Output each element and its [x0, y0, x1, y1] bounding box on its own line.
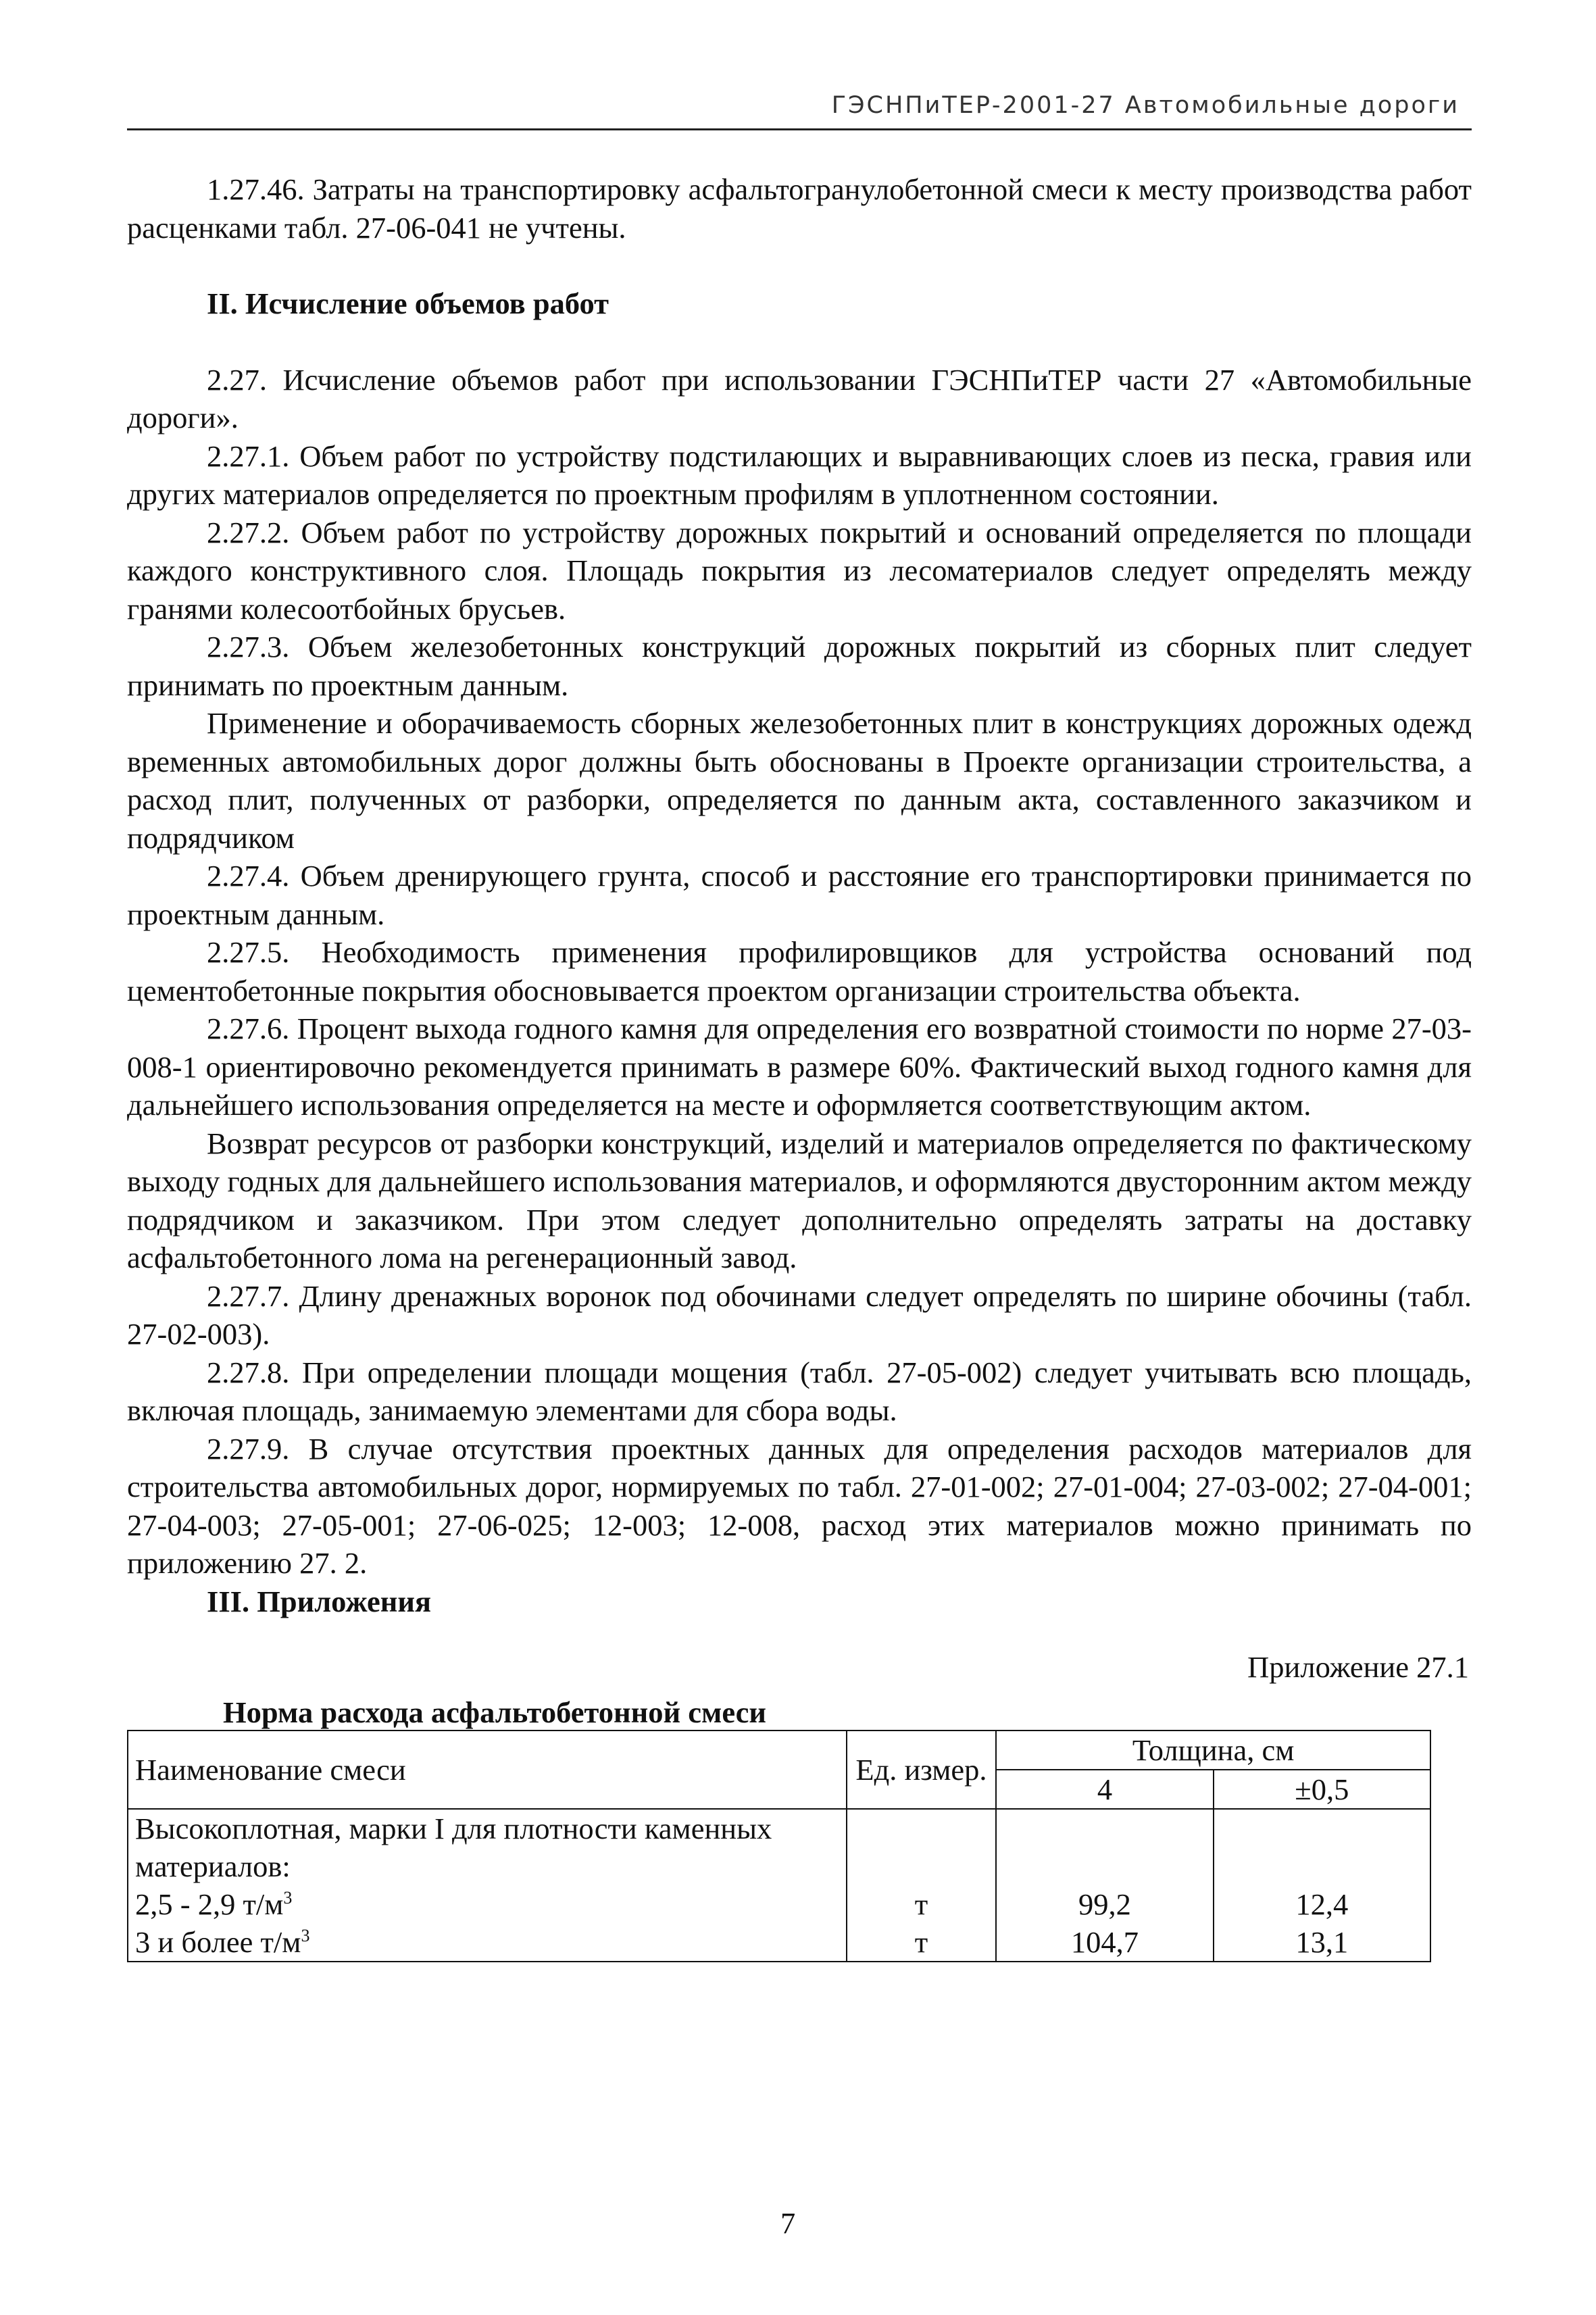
header-col-b: ±0,5	[1214, 1770, 1430, 1809]
paragraph: 2.27.3. Объем железобетонных конструкций дорожных покрытий из сборных плит следует принимать по проектным данным.	[127, 630, 1472, 702]
section-heading: III. Приложения	[207, 1584, 432, 1618]
header-col-a: 4	[996, 1770, 1213, 1809]
header-name: Наименование смеси	[128, 1731, 847, 1809]
section-heading: II. Исчисление объемов работ	[207, 287, 609, 320]
table-header-row	[128, 1731, 1430, 1770]
consumption-table	[127, 1730, 1431, 1962]
paragraph: 2.27.6. Процент выхода годного камня для определения его возвратной стоимости по норме 27-03-008-1 ориентировочно рекомендуется принимать в размере 60%. Фактический выход годного камня для дальнейшего использования определяется на месте и оформляется соответствующим актом.	[127, 1012, 1472, 1122]
group-label-line: Высокоплотная, марки I для плотности каменных	[135, 1812, 772, 1845]
page-number: 7	[780, 2206, 796, 2240]
row-value-a: 99,2	[996, 1885, 1213, 1923]
paragraph: 2.27. Исчисление объемов работ при использовании ГЭСНПиТЕР части 27 «Автомобильные дороги».	[127, 362, 1472, 434]
paragraph: 2.27.5. Необходимость применения профилировщиков для устройства оснований под цементобетонные покрытия обосновывается проектом организации строительства объекта.	[127, 935, 1472, 1007]
header-thickness: Толщина, см	[996, 1731, 1430, 1770]
row-name: 2,5 - 2,9 $т/м^3$	[128, 1885, 847, 1923]
row-name: 3 и более $т/м^3$	[128, 1923, 847, 1962]
group-label	[128, 1809, 847, 1885]
row-unit: т	[847, 1923, 997, 1962]
running-header	[127, 88, 1472, 130]
running-title: ГЭСНПиТЕР-2001-27 Автомобильные дороги	[831, 92, 1460, 119]
paragraph: 2.27.8. При определении площади мощения (табл. 27-05-002) следует учитывать всю площадь, включая площадь, занимаемую элементами для сбора воды.	[127, 1355, 1472, 1427]
appendix-label: Приложение 27.1	[1247, 1650, 1469, 1684]
paragraph: Возврат ресурсов от разборки конструкций, изделий и материалов определяется по фактическому выходу годных для дальнейшего использования материалов, и оформляются двусторонним актом между подрядчиком и заказчиком. При этом следует дополнительно определять затраты на доставку асфальтобетонного лома на регенерационный завод.	[127, 1126, 1472, 1274]
paragraph: 2.27.4. Объем дренирующего грунта, способ и расстояние его транспортировки принимается по проектным данным.	[127, 859, 1472, 931]
row-value-b: 13,1	[1214, 1923, 1430, 1962]
body-text	[127, 170, 1472, 1620]
paragraph: 1.27.46. Затраты на транспортировку асфальтогранулобетонной смеси к месту производства работ расценками табл. 27-06-041 не учтены.	[127, 172, 1472, 245]
row-value-a: 104,7	[996, 1923, 1213, 1962]
paragraph: Применение и оборачиваемость сборных железобетонных плит в конструкциях дорожных одежд временных автомобильных дорог должны быть обоснованы в Проекте организации строительства, а расход плит, полученных от разборки, определяется по данным акта, составленного заказчиком и подрядчиком	[127, 706, 1472, 855]
table-row	[128, 1923, 1430, 1962]
header-unit: Ед. измер.	[847, 1731, 997, 1809]
group-label-line: материалов:	[135, 1849, 291, 1883]
paragraph: 2.27.1. Объем работ по устройству подстилающих и выравнивающих слоев из песка, гравия или других материалов определяется по проектным профилям в уплотненном состоянии.	[127, 439, 1472, 511]
row-value-b: 12,4	[1214, 1885, 1430, 1923]
table-row	[128, 1885, 1430, 1923]
paragraph: 2.27.7. Длину дренажных воронок под обочинами следует определять по ширине обочины (табл. 27-02-003).	[127, 1278, 1472, 1351]
paragraph: 2.27.2. Объем работ по устройству дорожных покрытий и оснований определяется по площади каждого конструктивного слоя. Площадь покрытия из лесоматериалов следует определять между гранями колесоотбойных брусьев.	[127, 515, 1472, 626]
table-title: Норма расхода асфальтобетонной смеси	[223, 1695, 767, 1729]
table-row	[128, 1809, 1430, 1885]
paragraph: 2.27.9. В случае отсутствия проектных данных для определения расходов материалов для строительства автомобильных дорог, нормируемых по табл. 27-01-002; 27-01-004; 27-03-002; 27-04-001; 27-04-003; 27-05-001; 27-06-025; 12-003; 12-008, расход этих материалов можно принимать по приложению 27. 2.	[127, 1431, 1472, 1580]
row-unit: т	[847, 1885, 997, 1923]
